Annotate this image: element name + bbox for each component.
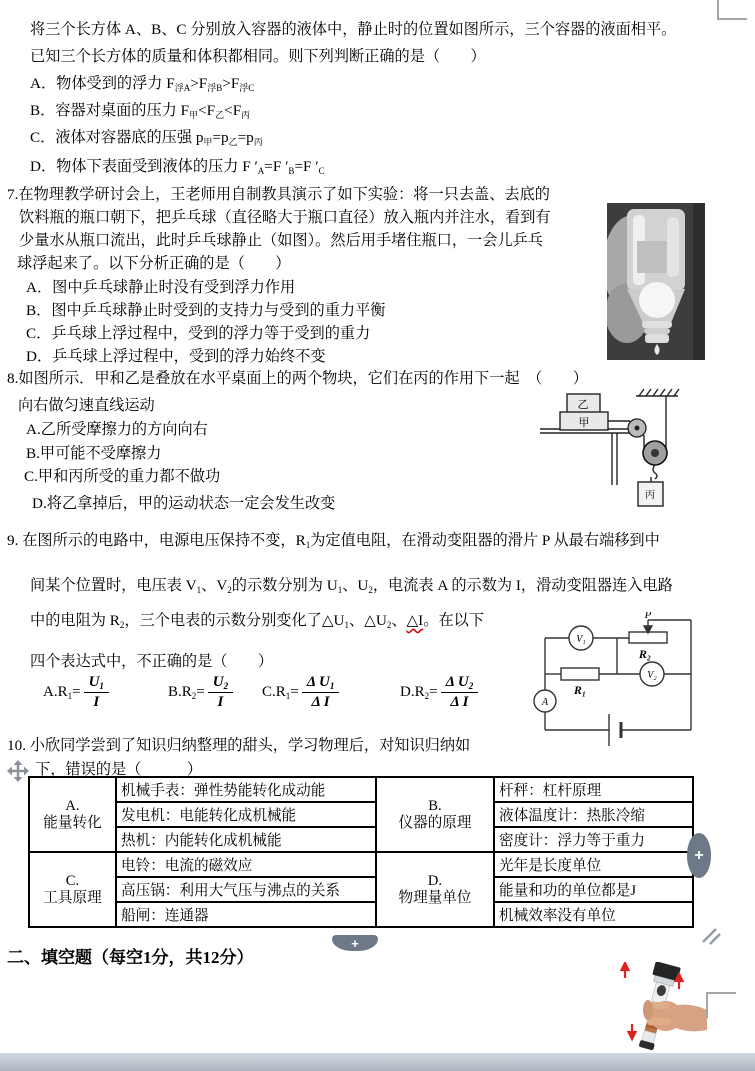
bottom-scroll-band[interactable] [0, 1053, 755, 1071]
cell-c-row1: 电铃：电流的磁效应 [116, 852, 376, 877]
q9-line4: 四个表达式中，不正确的是（ ） [30, 653, 273, 670]
svg-text:V₁: V₁ [576, 634, 586, 645]
q6-line2: 已知三个长方体的质量和体积都相同。则下列判断正确的是（ ） [30, 48, 486, 65]
q10-line1: 10. 小欣同学尝到了知识归纳整理的甜头，学习物理后，对知识归纳如 [7, 737, 471, 754]
table-move-handle[interactable] [7, 760, 29, 782]
spellcheck-wavy-underline: △I [406, 612, 424, 629]
cell-a-row3: 热机：内能转化成机械能 [116, 827, 376, 852]
q8-option-b: B.甲可能不受摩擦力 [26, 445, 162, 462]
cell-c-row2: 高压锅：利用大气压与沸点的关系 [116, 877, 376, 902]
q7-option-c: C．乒乓球上浮过程中，受到的浮力等于受到的重力 [26, 325, 371, 342]
cell-d-row1: 光年是长度单位 [494, 852, 693, 877]
table-row [29, 777, 693, 802]
q9-line2: 间某个位置时，电压表 $V_1$、$V_2$的示数分别为 $U_1$、$U_2$，电流表 A 的示数为 I，滑动变阻器连入电路 [30, 577, 673, 595]
side-plus-button[interactable] [687, 833, 711, 878]
q6-option-c: C．液体对容器底的压强 $p_甲=p_乙=p_丙$ [30, 129, 263, 147]
q6-option-b: B．容器对桌面的压力 $F_甲<F_乙<F_丙$ [30, 102, 251, 120]
q9-option-c: $C.R_1=$ $\frac{\Delta U_1}{\text{Δ I}}$ [262, 674, 339, 711]
pulley-diagram [538, 383, 698, 513]
cell-group-c-label: C. 工具原理 [29, 852, 116, 927]
page-boundary-mark-bottom-right-h [706, 992, 736, 994]
flashlight-photo [612, 962, 707, 1054]
q7-option-d: D．乒乓球上浮过程中，受到的浮力始终不变 [26, 348, 326, 365]
page-boundary-mark-bottom-right-v [706, 992, 708, 1018]
q8-option-a: A.乙所受摩擦力的方向向右 [26, 421, 208, 438]
svg-text:乙: 乙 [577, 399, 589, 411]
plus-icon: + [351, 935, 359, 951]
q7-option-a: A．图中乒乓球静止时没有受到浮力作用 [26, 279, 296, 296]
bottle-pingpong-photo [607, 203, 705, 360]
cell-b-row2: 液体温度计：热胀冷缩 [494, 802, 693, 827]
q8-option-d: D.将乙拿掉后，甲的运动状态一定会发生改变 [32, 495, 336, 512]
q7-line4: 球浮起来了。以下分析正确的是（ ） [17, 255, 291, 272]
q7-option-b: B．图中乒乓球静止时受到的支持力与受到的重力平衡 [26, 302, 386, 319]
q8-line1: 8.如图所示．甲和乙是叠放在水平桌面上的两个物块，它们在丙的作用下一起 （ ） [7, 370, 588, 387]
cell-b-row3: 密度计：浮力等于重力 [494, 827, 693, 852]
q6-option-a: A．物体受到的浮力 $F_{浮A}>F_{浮B}>F_{浮C}$ [30, 75, 255, 93]
resize-handle-icon[interactable] [701, 927, 721, 945]
svg-text:甲: 甲 [578, 417, 590, 429]
svg-text:V₂: V₂ [647, 670, 657, 681]
table-row [29, 827, 693, 852]
cell-group-b-label: B. 仪器的原理 [376, 777, 494, 852]
q7-line3: 少量水从瓶口流出，此时乒乓球静止（如图）。然后用手堵住瓶口，一会儿乒乓 [19, 232, 543, 249]
q9-line1: 9. 在图所示的电路中，电源电压保持不变，$R_1$为定值电阻，在滑动变阻器的滑片 P 从最右端移到中 [7, 532, 660, 550]
table-row [29, 902, 693, 927]
cell-group-a-label: A. 能量转化 [29, 777, 116, 852]
svg-text:R₁: R₁ [573, 683, 587, 697]
bottom-plus-button[interactable] [332, 935, 378, 951]
svg-text:R₂: R₂ [638, 647, 652, 661]
section2-heading: 二、填空题（每空1分，共12分） [7, 948, 254, 967]
page-boundary-mark-top-right-h [717, 18, 747, 20]
q9-option-a: $A.R_1=$ $\frac{U_1}{I}$ [43, 674, 109, 711]
plus-icon: + [694, 846, 704, 864]
svg-text:丙: 丙 [645, 490, 655, 501]
cell-a-row1: 机械手表：弹性势能转化成动能 [116, 777, 376, 802]
q8-line2: 向右做匀速直线运动 [18, 397, 155, 414]
table-row [29, 852, 693, 877]
table-row [29, 802, 693, 827]
cell-b-row1: 杆秤：杠杆原理 [494, 777, 693, 802]
q6-option-d: D．物体下表面受到液体的压力 F $'_A=F$ $'_B=F$ $'_C$ [30, 158, 325, 176]
circuit-diagram [533, 612, 703, 752]
q6-line1: 将三个长方体 A、B、C 分别放入容器的液体中，静止时的位置如图所示，三个容器的液面相平。 [30, 21, 677, 38]
cell-c-row3: 船闸：连通器 [116, 902, 376, 927]
table-row [29, 877, 693, 902]
q9-option-b: $B.R_2=$ $\frac{U_2}{I}$ [168, 674, 233, 711]
q9-line3: 中的电阻为 $R_2$，三个电表的示数分别变化了$\triangle U_1$、$\triangle U_2$、△I。在以下 [30, 612, 484, 630]
q8-option-c: C.甲和丙所受的重力都不做功 [24, 468, 221, 485]
q7-line2: 饮料瓶的瓶口朝下，把乒乓球（直径略大于瓶口直径）放入瓶内并注水，看到有 [19, 209, 551, 226]
svg-text:A: A [541, 697, 549, 708]
page-boundary-mark-top-right [717, 0, 719, 19]
q10-line2: 下，错误的是（ ） [35, 761, 203, 778]
cell-a-row2: 发电机：电能转化成机械能 [116, 802, 376, 827]
q9-option-d: $D.R_2=$ $\frac{\Delta U_2}{\text{Δ I}}$ [400, 674, 478, 711]
cell-d-row3: 机械效率没有单位 [494, 902, 693, 927]
q7-line1: 7.在物理教学研讨会上，王老师用自制教具演示了如下实验：将一只去盖、去底的 [7, 186, 550, 203]
cell-group-d-label: D. 物理量单位 [376, 852, 494, 927]
q10-table [28, 776, 694, 928]
cell-d-row2: 能量和功的单位都是J [494, 877, 693, 902]
svg-text:P: P [644, 612, 652, 621]
